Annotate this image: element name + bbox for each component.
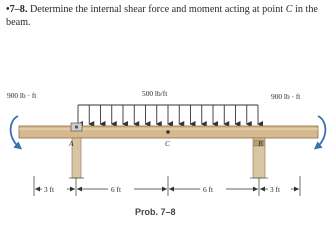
- problem-text-1: Determine the internal shear force and moment acting at point: [29, 4, 286, 15]
- left-moment-arrow: [11, 116, 19, 147]
- problem-text-2: in the beam.: [6, 4, 318, 28]
- point-b-label: B: [258, 139, 263, 148]
- left-moment-label: 900 lb · ft: [7, 91, 37, 100]
- dimension-1-label: 3 ft: [44, 185, 55, 194]
- distributed-load-label: 500 lb/ft: [142, 89, 168, 98]
- dimension-3-label: 6 ft: [203, 185, 214, 194]
- right-moment-label: 900 lb · ft: [271, 92, 301, 101]
- dimension-4-label: 3 ft: [270, 185, 281, 194]
- distributed-load: [78, 105, 258, 124]
- support-a: [69, 123, 84, 178]
- point-c-marker: [166, 130, 170, 134]
- problem-number: •7–8.: [6, 4, 28, 15]
- point-a-label: A: [69, 139, 74, 148]
- figure-caption: Prob. 7–8: [135, 207, 176, 217]
- dimension-lines: [34, 176, 300, 196]
- dimension-2-label: 6 ft: [111, 185, 122, 194]
- point-c-label: C: [165, 139, 171, 148]
- problem-point: C: [285, 4, 293, 15]
